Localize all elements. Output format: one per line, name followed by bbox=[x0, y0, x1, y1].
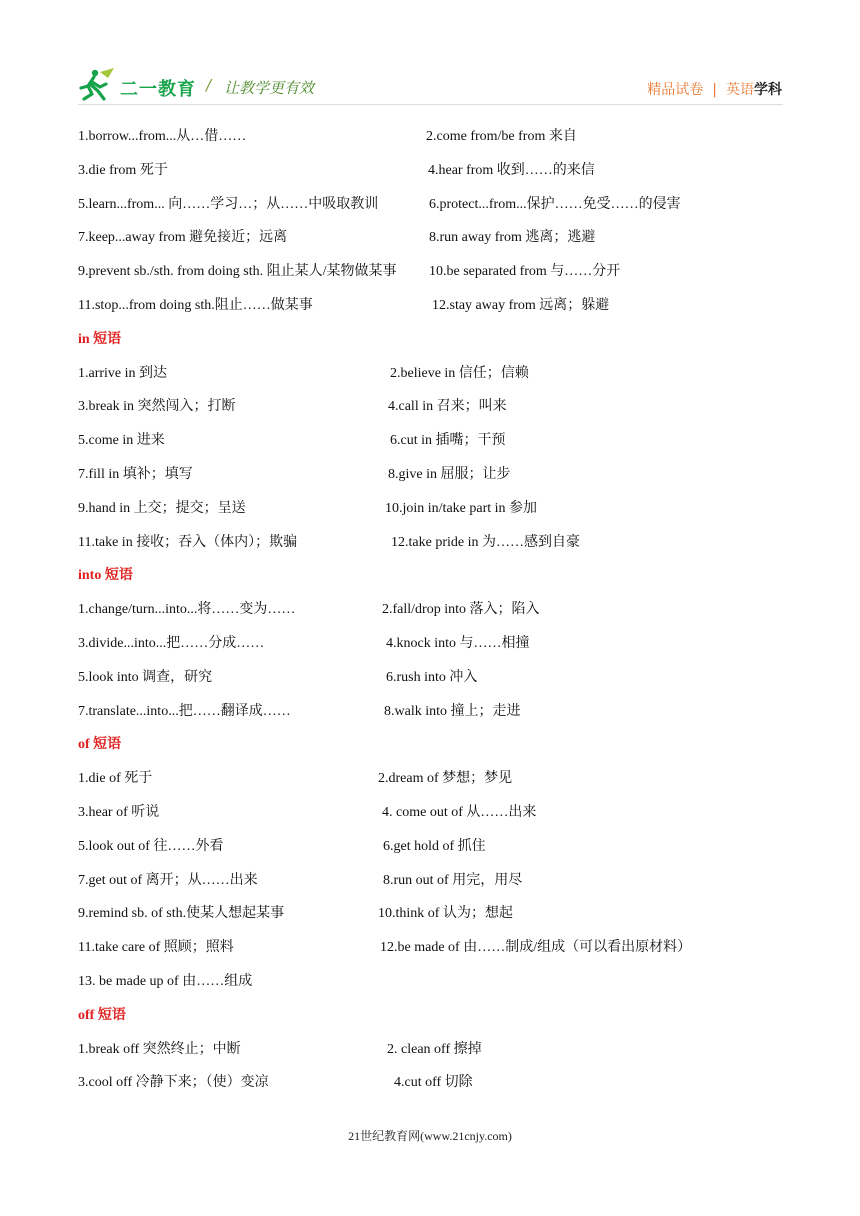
page-footer: 21世纪教育网(www.21cnjy.com) bbox=[348, 1129, 512, 1143]
phrase-item: 10.join in/take part in 参加 bbox=[385, 500, 538, 516]
phrase-row bbox=[78, 634, 783, 668]
header-subject bbox=[647, 79, 782, 99]
phrase-row bbox=[78, 397, 783, 431]
off-section bbox=[78, 1040, 783, 1108]
phrase-item: 13. be made up of 由……组成 bbox=[78, 973, 253, 989]
phrase-item: 6.get hold of 抓住 bbox=[383, 838, 486, 854]
phrase-row bbox=[78, 262, 783, 296]
phrase-item: 2.dream of 梦想；梦见 bbox=[378, 771, 513, 787]
phrase-row bbox=[78, 296, 783, 330]
phrase-item: 2.believe in 信任；信赖 bbox=[390, 365, 529, 381]
brand-name: 二一教育 bbox=[120, 79, 196, 100]
phrase-item: 1.break off 突然终止；中断 bbox=[78, 1041, 241, 1057]
phrase-item: 1.arrive in 到达 bbox=[78, 365, 168, 381]
phrase-row bbox=[78, 769, 783, 803]
phrase-item: 5.look into 调查，研究 bbox=[78, 669, 213, 685]
page-header bbox=[0, 0, 860, 110]
phrase-item: 12.stay away from 远离；躲避 bbox=[432, 297, 610, 313]
into-section-heading: into 短语 bbox=[78, 568, 133, 584]
paper-tag: 精品试卷 bbox=[647, 82, 704, 98]
phrase-item: 4.knock into 与……相撞 bbox=[386, 635, 530, 651]
from-section bbox=[78, 127, 783, 330]
phrase-item: 3.hear of 听说 bbox=[78, 804, 160, 820]
phrase-item: 3.break in 突然闯入；打断 bbox=[78, 399, 236, 415]
phrase-row bbox=[78, 161, 783, 195]
phrase-item: 6.cut in 插嘴；干预 bbox=[390, 433, 506, 449]
phrase-item: 5.learn...from... 向……学习…；从……中吸取教训 bbox=[78, 196, 379, 212]
phrase-item: 7.fill in 填补；填写 bbox=[78, 466, 193, 482]
phrase-item: 3.divide...into...把……分成…… bbox=[78, 635, 265, 651]
into-section bbox=[78, 600, 783, 735]
phrase-item: 9.hand in 上交；提交；呈送 bbox=[78, 500, 246, 516]
phrase-item: 12.be made of 由……制成/组成（可以看出原材料） bbox=[380, 940, 692, 956]
in-section bbox=[78, 364, 783, 567]
phrase-row bbox=[78, 938, 783, 972]
phrase-row bbox=[78, 465, 783, 499]
subject-suffix: 学科 bbox=[754, 82, 782, 98]
phrase-item: 5.come in 进来 bbox=[78, 433, 165, 449]
phrase-item: 3.die from 死于 bbox=[78, 162, 168, 178]
phrase-item: 2. clean off 擦掉 bbox=[387, 1041, 482, 1057]
phrase-item: 4.cut off 切除 bbox=[394, 1075, 473, 1091]
phrase-item: 4.call in 召来；叫来 bbox=[388, 399, 507, 415]
phrase-row bbox=[78, 228, 783, 262]
phrase-item: 9.remind sb. of sth.使某人想起某事 bbox=[78, 906, 285, 922]
phrase-item: 4. come out of 从……出来 bbox=[382, 804, 537, 820]
of-section-heading: of 短语 bbox=[78, 737, 122, 753]
phrase-item: 7.get out of 离开；从……出来 bbox=[78, 872, 258, 888]
phrase-item: 8.walk into 撞上；走进 bbox=[384, 703, 521, 719]
phrase-row bbox=[78, 837, 783, 871]
header-divider bbox=[78, 104, 783, 105]
off-section-heading: off 短语 bbox=[78, 1007, 126, 1023]
phrase-row bbox=[78, 871, 783, 905]
phrase-item: 3.cool off 冷静下来；（使）变凉 bbox=[78, 1075, 269, 1091]
phrase-row bbox=[78, 600, 783, 634]
phrase-item: 6.rush into 冲入 bbox=[386, 669, 478, 685]
phrase-item: 10.think of 认为；想起 bbox=[378, 906, 513, 922]
phrase-row bbox=[78, 803, 783, 837]
phrase-row bbox=[78, 364, 783, 398]
phrase-item: 11.stop...from doing sth.阻止……做某事 bbox=[78, 297, 313, 313]
phrase-row bbox=[78, 1040, 783, 1074]
phrase-item: 2.fall/drop into 落入；陷入 bbox=[382, 602, 540, 618]
brand-slash: / bbox=[206, 76, 212, 94]
phrase-item: 12.take pride in 为……感到自豪 bbox=[391, 534, 580, 550]
of-section bbox=[78, 769, 783, 1006]
phrase-item: 5.look out of 往……外看 bbox=[78, 838, 224, 854]
running-man-icon bbox=[78, 66, 120, 102]
phrase-item: 8.run out of 用完，用尽 bbox=[383, 872, 523, 888]
phrase-item: 6.protect...from...保护……免受……的侵害 bbox=[429, 196, 681, 212]
phrase-item: 1.borrow...from...从…借…… bbox=[78, 129, 247, 144]
brand-slogan: 让教学更有效 bbox=[224, 79, 315, 97]
phrase-item: 8.run away from 逃离；逃避 bbox=[429, 230, 596, 246]
phrase-row bbox=[78, 431, 783, 465]
brand-logo bbox=[78, 66, 338, 102]
phrase-item: 2.come from/be from 来自 bbox=[426, 129, 577, 144]
phrase-item: 4.hear from 收到……的来信 bbox=[428, 162, 595, 178]
phrase-item: 1.change/turn...into...将……变为…… bbox=[78, 602, 296, 618]
in-section-heading: in 短语 bbox=[78, 331, 122, 347]
phrase-item: 8.give in 屈服；让步 bbox=[388, 466, 511, 482]
phrase-row bbox=[78, 904, 783, 938]
phrase-item: 11.take in 接收；吞入（体内）；欺骗 bbox=[78, 534, 298, 550]
phrase-row bbox=[78, 1073, 783, 1107]
phrase-item: 1.die of 死于 bbox=[78, 771, 153, 787]
header-separator: | bbox=[712, 82, 717, 98]
phrase-row bbox=[78, 702, 783, 736]
phrase-list bbox=[78, 127, 783, 1107]
phrase-item: 7.keep...away from 避免接近；远离 bbox=[78, 230, 288, 246]
phrase-row bbox=[78, 972, 783, 1006]
phrase-item: 9.prevent sb./sth. from doing sth. 阻止某人/某物做某事 bbox=[78, 264, 397, 280]
phrase-item: 11.take care of 照顾；照料 bbox=[78, 940, 234, 956]
phrase-row bbox=[78, 499, 783, 533]
phrase-item: 10.be separated from 与……分开 bbox=[429, 264, 621, 280]
subject-name: 英语 bbox=[726, 82, 754, 98]
phrase-item: 7.translate...into...把……翻译成…… bbox=[78, 703, 291, 719]
phrase-row bbox=[78, 127, 783, 161]
phrase-row bbox=[78, 533, 783, 567]
phrase-row bbox=[78, 668, 783, 702]
phrase-row bbox=[78, 195, 783, 229]
